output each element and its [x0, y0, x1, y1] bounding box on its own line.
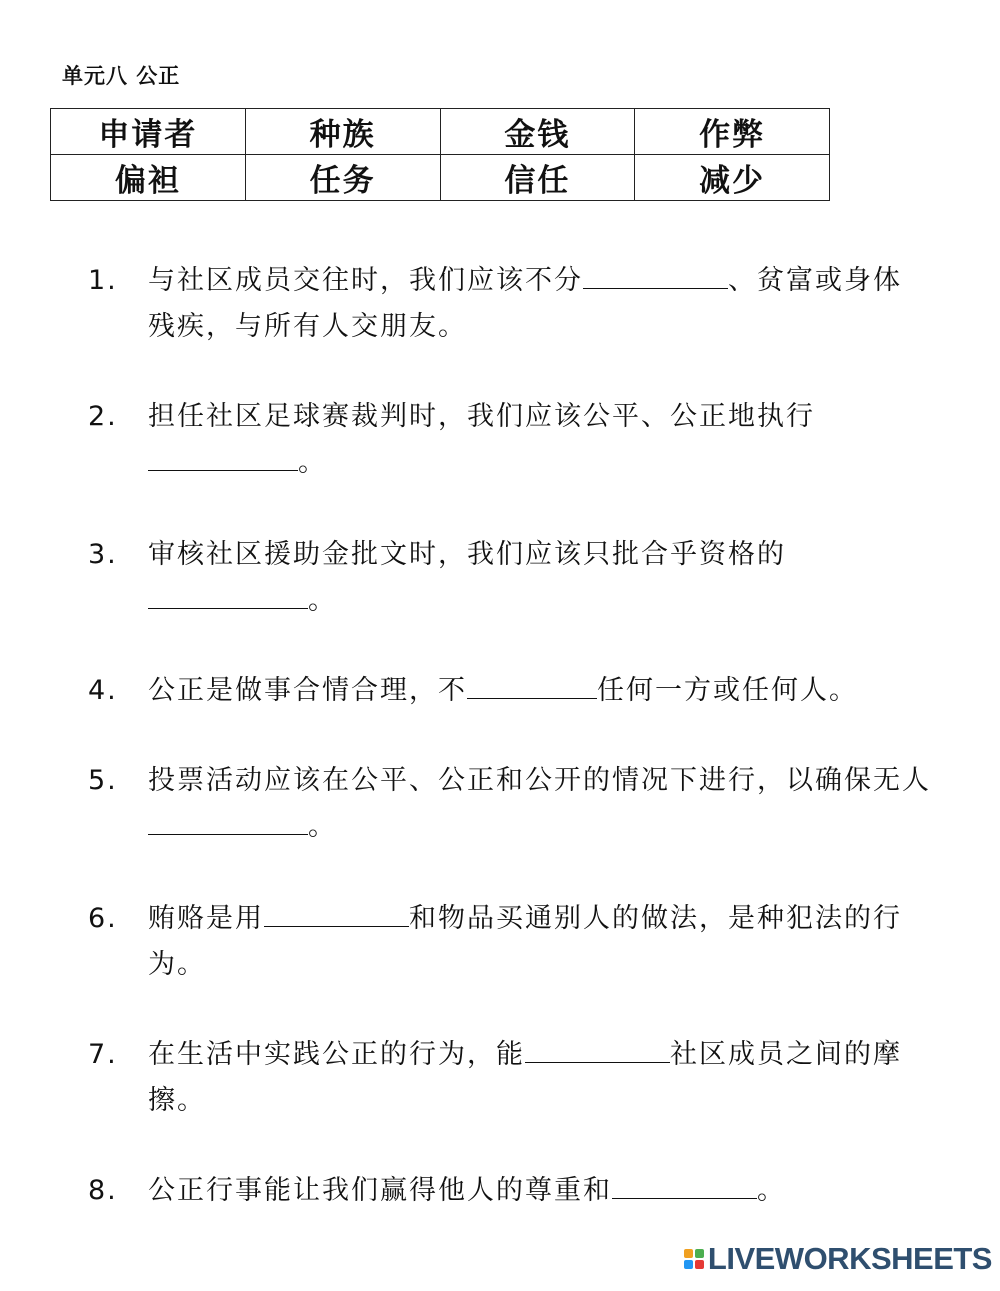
question-number: 4.	[88, 675, 118, 706]
question-text: 社区成员之间的摩擦。	[148, 1039, 902, 1116]
word-bank-row	[51, 155, 830, 201]
question-text: 和物品买通别人的做法，是种犯法的行为。	[148, 903, 902, 980]
word-bank-table	[50, 108, 830, 201]
word-bank-cell: 减少	[635, 155, 830, 201]
answer-blank[interactable]	[525, 1032, 670, 1063]
question-text: 、贫富或身体残疾，与所有人交朋友。	[148, 265, 902, 342]
word-bank-cell: 偏袒	[51, 155, 246, 201]
word-bank-cell: 作弊	[635, 109, 830, 155]
question-number: 7.	[88, 1039, 118, 1070]
answer-blank[interactable]	[148, 440, 298, 471]
question-text: 。	[298, 447, 327, 478]
question-text: 。	[308, 585, 337, 616]
question-text: 与社区成员交往时，我们应该不分	[148, 265, 583, 296]
question-7	[88, 1032, 948, 1124]
question-8	[88, 1168, 948, 1214]
question-text: 任何一方或任何人。	[597, 675, 858, 706]
logo-square	[695, 1249, 704, 1258]
word-bank-row	[51, 109, 830, 155]
logo-squares-icon	[684, 1249, 704, 1269]
word-bank-cell: 金钱	[440, 109, 635, 155]
question-number: 5.	[88, 765, 118, 796]
logo-square	[684, 1260, 693, 1269]
word-bank-cell: 种族	[245, 109, 440, 155]
logo-square	[684, 1249, 693, 1258]
liveworksheets-logo	[684, 1241, 992, 1277]
question-4	[88, 668, 948, 714]
question-6	[88, 896, 948, 988]
answer-blank[interactable]	[148, 804, 308, 835]
question-text: 审核社区援助金批文时，我们应该只批合乎资格的	[148, 539, 786, 570]
answer-blank[interactable]	[583, 258, 728, 289]
question-text: 贿赂是用	[148, 903, 264, 934]
question-number: 6.	[88, 903, 118, 934]
answer-blank[interactable]	[467, 668, 597, 699]
logo-square	[695, 1260, 704, 1269]
question-number: 3.	[88, 539, 118, 570]
word-bank-cell: 申请者	[51, 109, 246, 155]
answer-blank[interactable]	[148, 578, 308, 609]
answer-blank[interactable]	[612, 1168, 757, 1199]
unit-title: 单元八 公正	[62, 64, 181, 88]
question-text: 投票活动应该在公平、公正和公开的情况下进行，以确保无人	[148, 765, 931, 796]
question-text: 在生活中实践公正的行为，能	[148, 1039, 525, 1070]
answer-blank[interactable]	[264, 896, 409, 927]
question-2	[88, 394, 948, 486]
question-text: 公正行事能让我们赢得他人的尊重和	[148, 1175, 612, 1206]
question-number: 1.	[88, 265, 118, 296]
question-number: 2.	[88, 401, 118, 432]
word-bank-cell: 任务	[245, 155, 440, 201]
question-text: 。	[757, 1175, 786, 1206]
question-number: 8.	[88, 1175, 118, 1206]
question-5	[88, 758, 948, 850]
question-text: 公正是做事合情合理，不	[148, 675, 467, 706]
question-text: 担任社区足球赛裁判时，我们应该公平、公正地执行	[148, 401, 815, 432]
word-bank-cell: 信任	[440, 155, 635, 201]
question-text: 。	[308, 811, 337, 842]
question-1	[88, 258, 948, 350]
brand-text: LIVEWORKSHEETS	[707, 1241, 992, 1276]
question-3	[88, 532, 948, 624]
